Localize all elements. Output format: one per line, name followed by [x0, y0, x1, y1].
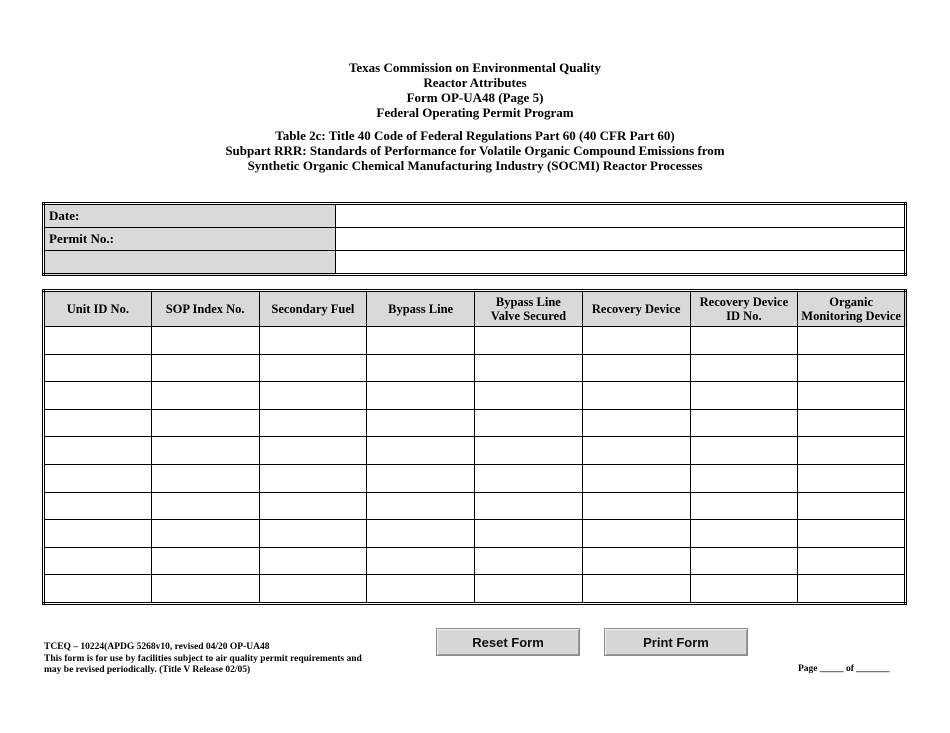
table-cell[interactable] — [798, 409, 906, 437]
table-cell[interactable] — [151, 575, 259, 604]
table-cell[interactable] — [259, 464, 367, 492]
table-cell[interactable] — [475, 327, 583, 355]
table-cell[interactable] — [475, 575, 583, 604]
table-title: Table 2c: Title 40 Code of Federal Regulations Part 60 (40 CFR Part 60) — [275, 128, 675, 143]
column-header: SOP Index No. — [151, 291, 259, 327]
table-cell[interactable] — [798, 547, 906, 575]
form-id: TCEQ – 10224(APDG 5268v10, revised 04/20 OP-UA48 — [44, 642, 270, 652]
table-cell[interactable] — [582, 354, 690, 382]
table-cell[interactable] — [367, 464, 475, 492]
table-cell[interactable] — [44, 354, 152, 382]
table-cell[interactable] — [367, 327, 475, 355]
table-cell[interactable] — [151, 464, 259, 492]
table-row — [44, 547, 906, 575]
table-cell[interactable] — [44, 409, 152, 437]
table-cell[interactable] — [798, 464, 906, 492]
date-field[interactable] — [336, 204, 906, 228]
table-cell[interactable] — [690, 492, 798, 520]
table-cell[interactable] — [151, 409, 259, 437]
table-cell[interactable] — [690, 327, 798, 355]
column-header: Secondary Fuel — [259, 291, 367, 327]
table-row — [44, 492, 906, 520]
table-cell[interactable] — [259, 437, 367, 465]
table-cell[interactable] — [44, 520, 152, 548]
table-row — [44, 464, 906, 492]
table-header-row — [44, 291, 906, 327]
blank-label — [44, 251, 336, 275]
table-cell[interactable] — [367, 547, 475, 575]
table-cell[interactable] — [151, 437, 259, 465]
table-cell[interactable] — [798, 437, 906, 465]
table-cell[interactable] — [259, 382, 367, 410]
table-row — [44, 520, 906, 548]
table-cell[interactable] — [151, 520, 259, 548]
table-cell[interactable] — [690, 464, 798, 492]
table-cell[interactable] — [475, 464, 583, 492]
table-cell[interactable] — [690, 437, 798, 465]
table-cell[interactable] — [798, 575, 906, 604]
column-header: Unit ID No. — [44, 291, 152, 327]
table-cell[interactable] — [259, 575, 367, 604]
footer-notes — [44, 642, 362, 677]
table-cell[interactable] — [44, 492, 152, 520]
table-body — [44, 327, 906, 604]
table-cell[interactable] — [259, 520, 367, 548]
table-cell[interactable] — [367, 354, 475, 382]
table-cell[interactable] — [44, 547, 152, 575]
table-row — [44, 575, 906, 604]
table-cell[interactable] — [44, 382, 152, 410]
table-cell[interactable] — [690, 575, 798, 604]
industry-title: Synthetic Organic Chemical Manufacturing Industry (SOCMI) Reactor Processes — [247, 158, 703, 173]
table-cell[interactable] — [44, 327, 152, 355]
column-header: Bypass Line Valve Secured — [475, 291, 583, 327]
table-cell[interactable] — [367, 492, 475, 520]
agency-name: Texas Commission on Environmental Quality — [348, 60, 602, 75]
table-cell[interactable] — [367, 575, 475, 604]
table-row — [44, 409, 906, 437]
reset-form-button[interactable]: Reset Form — [436, 628, 580, 656]
table-cell[interactable] — [582, 382, 690, 410]
table-cell[interactable] — [367, 437, 475, 465]
table-cell[interactable] — [475, 354, 583, 382]
table-cell[interactable] — [475, 382, 583, 410]
column-header: Organic Monitoring Device — [798, 291, 906, 327]
footer-note-2: may be revised periodically. (Title V Release 02/05) — [44, 665, 251, 675]
table-cell[interactable] — [259, 327, 367, 355]
column-header: Recovery Device ID No. — [690, 291, 798, 327]
table-cell[interactable] — [798, 382, 906, 410]
table-cell[interactable] — [690, 382, 798, 410]
table-cell[interactable] — [151, 492, 259, 520]
table-cell[interactable] — [44, 437, 152, 465]
table-cell[interactable] — [798, 492, 906, 520]
program-name: Federal Operating Permit Program — [376, 105, 574, 120]
table-cell[interactable] — [151, 354, 259, 382]
table-cell[interactable] — [259, 409, 367, 437]
table-cell[interactable] — [690, 520, 798, 548]
table-cell[interactable] — [151, 382, 259, 410]
table-cell[interactable] — [582, 520, 690, 548]
table-cell[interactable] — [582, 437, 690, 465]
table-cell[interactable] — [151, 327, 259, 355]
table-cell[interactable] — [367, 520, 475, 548]
table-cell[interactable] — [475, 492, 583, 520]
table-cell[interactable] — [582, 547, 690, 575]
blank-field[interactable] — [336, 251, 906, 275]
footer-note-1: This form is for use by facilities subject to air quality permit requirements and — [44, 653, 362, 664]
info-table — [42, 202, 907, 276]
column-header: Bypass Line — [367, 291, 475, 327]
form-header — [0, 60, 950, 120]
table-cell[interactable] — [475, 437, 583, 465]
permit-label: Permit No.: — [44, 228, 336, 251]
page-number: Page _____ of _______ — [798, 664, 890, 674]
table-cell[interactable] — [475, 409, 583, 437]
table-cell[interactable] — [475, 547, 583, 575]
form-subject: Reactor Attributes — [423, 75, 527, 90]
table-cell[interactable] — [798, 327, 906, 355]
table-cell[interactable] — [798, 520, 906, 548]
table-row — [44, 382, 906, 410]
table-cell[interactable] — [259, 492, 367, 520]
table-row — [44, 354, 906, 382]
table-cell[interactable] — [582, 575, 690, 604]
table-row — [44, 437, 906, 465]
table-cell[interactable] — [367, 382, 475, 410]
table-cell[interactable] — [151, 547, 259, 575]
table-row — [44, 327, 906, 355]
form-number: Form OP-UA48 (Page 5) — [406, 90, 544, 105]
date-label: Date: — [44, 204, 336, 228]
permit-field[interactable] — [336, 228, 906, 251]
column-header: Recovery Device — [582, 291, 690, 327]
table-heading — [0, 128, 950, 173]
table-cell[interactable] — [44, 575, 152, 604]
table-cell[interactable] — [259, 547, 367, 575]
table-cell[interactable] — [690, 547, 798, 575]
table-cell[interactable] — [582, 464, 690, 492]
table-cell[interactable] — [690, 409, 798, 437]
table-cell[interactable] — [690, 354, 798, 382]
table-cell[interactable] — [582, 492, 690, 520]
subpart-title: Subpart RRR: Standards of Performance for Volatile Organic Compound Emissions from — [225, 143, 725, 158]
reactor-table — [42, 289, 907, 605]
table-cell[interactable] — [582, 409, 690, 437]
print-form-button[interactable]: Print Form — [604, 628, 748, 656]
table-cell[interactable] — [475, 520, 583, 548]
table-cell[interactable] — [44, 464, 152, 492]
table-cell[interactable] — [259, 354, 367, 382]
table-cell[interactable] — [367, 409, 475, 437]
table-cell[interactable] — [582, 327, 690, 355]
table-cell[interactable] — [798, 354, 906, 382]
